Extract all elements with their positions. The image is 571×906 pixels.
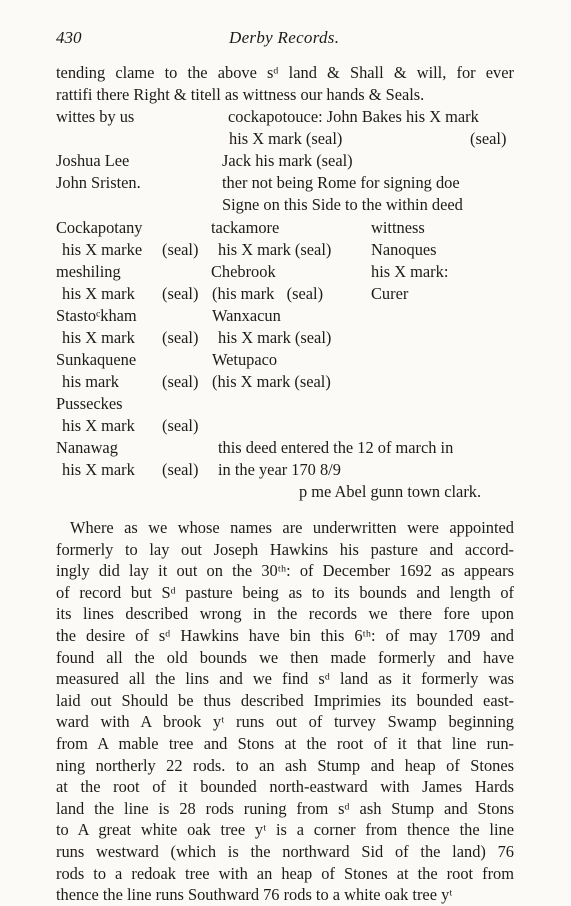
mark-his-x-mark: his X mark: bbox=[371, 262, 449, 281]
witness-nanoques: Nanoques bbox=[371, 240, 437, 259]
paragraph-line: to A great white oak tree yᵗ is a corner from thence the line bbox=[56, 820, 514, 840]
seal-right: (seal) bbox=[470, 129, 507, 148]
paragraph-line: Where as we whose names are underwritten were appointed bbox=[70, 518, 514, 537]
signer-nanawag: Nanawag bbox=[56, 438, 118, 457]
seal: (seal) bbox=[162, 460, 199, 479]
signer-cockapotany: Cockapotany bbox=[56, 218, 143, 237]
seal: (seal) bbox=[162, 328, 199, 347]
mark-his-x-mark-seal: his X mark (seal) bbox=[218, 328, 332, 347]
paragraph-line: found all the old bounds we then made formerly and have bbox=[56, 647, 514, 667]
seal: (seal) bbox=[162, 240, 199, 259]
signer-chebrook: Chebrook bbox=[211, 262, 276, 281]
jack-his-mark: Jack his mark (seal) bbox=[222, 151, 353, 170]
mark-his-x-mark: his X mark bbox=[62, 284, 135, 303]
signer-wetupaco: Wetupaco bbox=[212, 350, 278, 369]
deed-line-2: rattifi there Right & titell as wittness our hands & Seals. bbox=[56, 85, 425, 104]
signer-sunkaquene: Sunkaquene bbox=[56, 350, 137, 369]
signe-line: Signe on this Side to the within deed bbox=[222, 195, 463, 214]
page-number: 430 bbox=[56, 28, 82, 47]
seal: (seal) bbox=[162, 416, 199, 435]
mark-his-x-mark-seal-paren: (his X mark (seal) bbox=[212, 372, 331, 391]
paragraph-line: land the line is 28 rods runing from sᵈ ash Stump and Stons bbox=[56, 798, 514, 818]
witness-curer: Curer bbox=[371, 284, 409, 303]
body-paragraph bbox=[56, 517, 514, 906]
paragraph-line: the desire of sᵈ Hawkins have bin this 6ᵗʰ: of may 1709 and bbox=[56, 625, 514, 645]
paragraph-line: from A mable tree and Stons at the root of it that line run- bbox=[56, 733, 514, 753]
label-wittness: wittness bbox=[371, 218, 425, 237]
witness-joshua-lee: Joshua Lee bbox=[56, 151, 130, 170]
paragraph-line: rods to a redoak tree with an heap of Stones at the root from bbox=[56, 863, 514, 883]
ther-not-being: ther not being Rome for signing doe bbox=[222, 173, 460, 192]
paragraph-line: its lines described wrong in the records we there fore upon bbox=[56, 604, 514, 624]
mark-his-x-mark: his X mark bbox=[62, 328, 135, 347]
deed-line-1: tending clame to the above sᵈ land & Shall & will, for ever bbox=[56, 63, 514, 82]
paragraph-line: of record but Sᵈ pasture being as to its bounds and length of bbox=[56, 582, 514, 602]
mark-his-mark: his mark bbox=[62, 372, 119, 391]
town-clerk-signature: p me Abel gunn town clark. bbox=[299, 482, 482, 501]
paragraph-line: thence the line runs Southward 76 rods to a white oak tree yᵗ bbox=[56, 885, 453, 905]
signer-wanxacun: Wanxacun bbox=[212, 306, 281, 325]
mark-his-x-marke: his X marke bbox=[62, 240, 143, 259]
paragraph-line: runs westward (which is the northward Sid of the land) 76 bbox=[56, 841, 514, 861]
mark-his-xmark: his X mark bbox=[62, 416, 135, 435]
running-title: Derby Records. bbox=[229, 28, 340, 47]
his-x-mark-seal: his X mark (seal) bbox=[229, 129, 343, 148]
signer-stastockham: Stastoᶜkham bbox=[56, 306, 137, 325]
paragraph-line: laid out Should be thus described Imprimies its bounded east- bbox=[56, 690, 514, 710]
witness-john-sristen: John Sristen. bbox=[56, 173, 141, 192]
paragraph-line: ning northerly 22 rods. to an ash Stump and heap of Stones bbox=[56, 755, 514, 775]
mark-his-x-mark: his X mark bbox=[62, 460, 135, 479]
mark-his-mark-seal: (his mark (seal) bbox=[212, 284, 324, 303]
paragraph-line: ingly did lay it out on the 30ᵗʰ: of December 1692 as appears bbox=[56, 561, 514, 581]
signer-tackamore: tackamore bbox=[211, 218, 280, 237]
signer-pusseckes: Pusseckes bbox=[56, 394, 123, 413]
paragraph-line: formerly to lay out Joseph Hawkins his pasture and accord- bbox=[56, 539, 514, 559]
deed-entered-line: this deed entered the 12 of march in bbox=[218, 438, 454, 457]
seal: (seal) bbox=[162, 372, 199, 391]
mark-his-x-mark-seal: his X mark (seal) bbox=[218, 240, 332, 259]
cockapotouce-line: cockapotouce: John Bakes his X mark bbox=[228, 107, 479, 126]
signer-meshiling: meshiling bbox=[56, 262, 121, 281]
paragraph-line: ward with A brook yᵗ runs out of turvey Swamp beginning bbox=[56, 712, 514, 732]
seal: (seal) bbox=[162, 284, 199, 303]
paragraph-line: at the root of it bounded north-eastward with James Hards bbox=[56, 777, 514, 797]
paragraph-line: measured all the lins and we find sᵈ land as it formerly was bbox=[56, 669, 514, 689]
in-the-year-line: in the year 170 8/9 bbox=[218, 460, 341, 479]
wittes-by-us: wittes by us bbox=[56, 107, 135, 126]
